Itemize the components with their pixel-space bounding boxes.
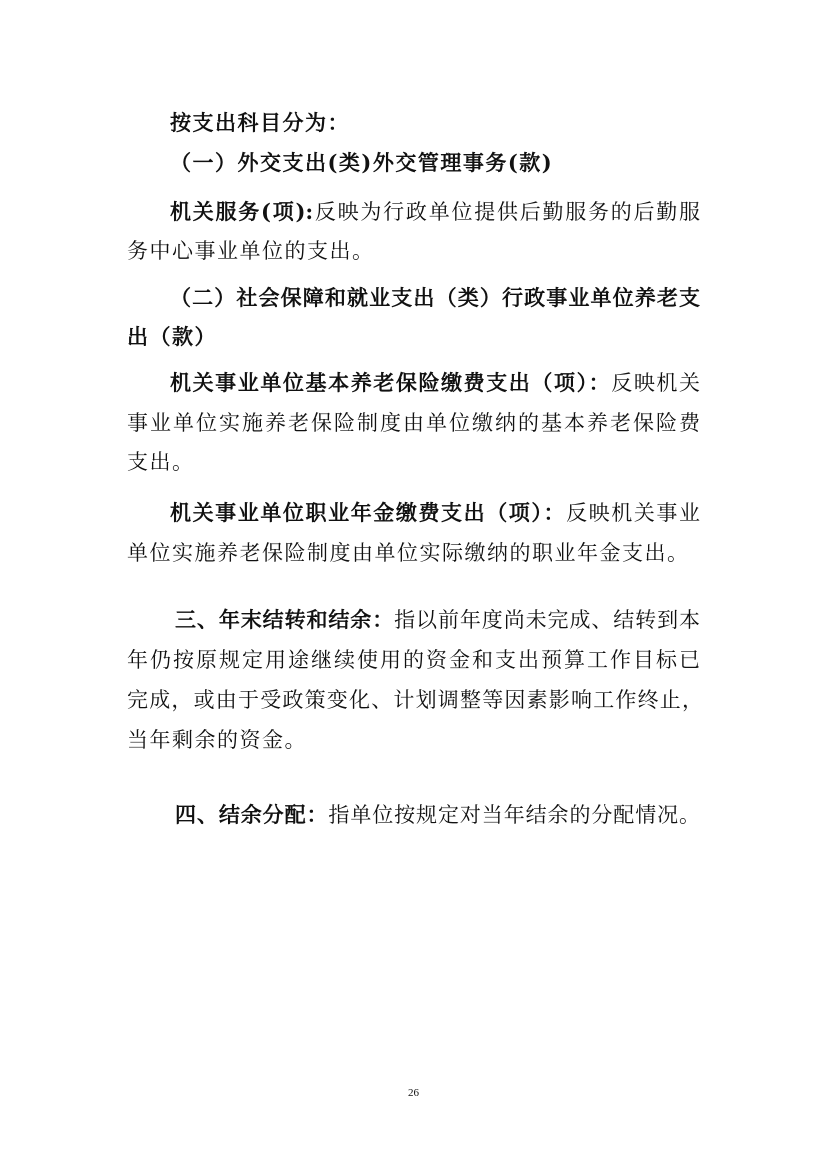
line-2-bold: （一）外交支出(类)外交管理事务(款) — [170, 150, 554, 175]
line-5-bold: （二）社会保障和就业支出（类）行政事业单位养老支 — [170, 285, 700, 310]
line-11-text: 单位实施养老保险制度由单位实际缴纳的职业年金支出。 — [127, 541, 690, 565]
line-3-text: 反映为行政单位提供后勤服务的后勤服 — [313, 200, 700, 224]
line-7 — [170, 371, 700, 395]
line-2-category-heading — [170, 151, 553, 175]
line-11 — [127, 541, 690, 565]
line-13 — [127, 648, 700, 672]
line-9-text: 支出。 — [127, 450, 195, 474]
line-9 — [127, 450, 195, 474]
line-12-bold: 三、年末结转和结余： — [175, 607, 395, 632]
line-13-text: 年仍按原规定用途继续使用的资金和支出预算工作目标已 — [127, 648, 700, 672]
line-10 — [170, 501, 700, 525]
line-3-bold: 机关服务(项): — [170, 199, 314, 224]
line-10-bold: 机关事业单位职业年金缴费支出（项）： — [170, 500, 567, 525]
line-4 — [127, 239, 375, 263]
line-16-section-four — [175, 803, 700, 827]
line-4-text: 务中心事业单位的支出。 — [127, 239, 375, 263]
line-15 — [127, 728, 307, 752]
line-7-bold: 机关事业单位基本养老保险缴费支出（项）： — [170, 370, 612, 395]
line-16-bold: 四、结余分配： — [175, 802, 329, 827]
page-number: 26 — [408, 1087, 419, 1099]
line-14-text: 完成，或由于受政策变化、计划调整等因素影响工作终止， — [127, 688, 703, 712]
line-12-text: 指以前年度尚未完成、结转到本 — [394, 608, 701, 632]
line-8-text: 事业单位实施养老保险制度由单位缴纳的基本养老保险费 — [127, 411, 700, 435]
line-16-text: 指单位按规定对当年结余的分配情况。 — [328, 803, 701, 827]
line-14 — [127, 688, 703, 712]
line-12-section-three — [175, 608, 700, 632]
line-10-text: 反映机关事业 — [566, 501, 701, 525]
line-8 — [127, 411, 700, 435]
line-1-bold: 按支出科目分为： — [170, 110, 350, 135]
line-5-category-heading — [170, 286, 700, 310]
line-15-text: 当年剩余的资金。 — [127, 728, 307, 752]
line-3 — [170, 200, 700, 224]
line-6 — [127, 325, 217, 349]
line-1-heading — [170, 111, 350, 135]
line-7-text: 反映机关 — [611, 371, 701, 395]
line-6-bold: 出（款） — [127, 324, 217, 349]
